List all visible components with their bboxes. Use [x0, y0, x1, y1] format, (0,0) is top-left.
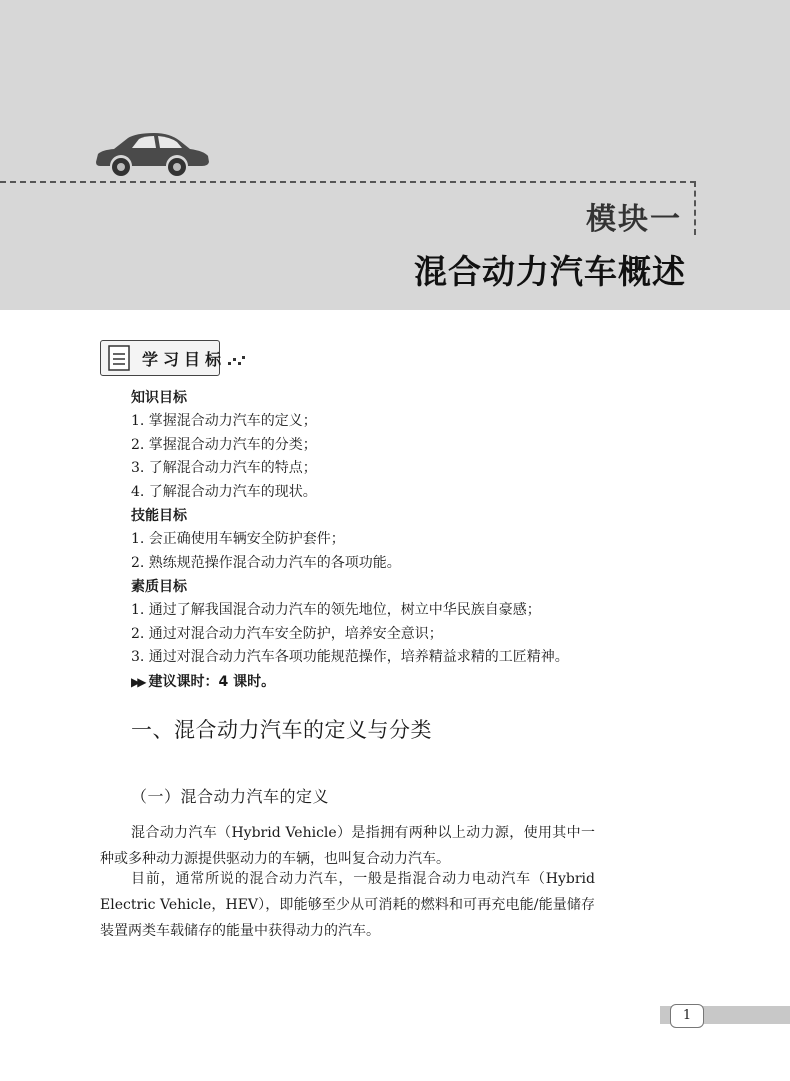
section-title: 一、混合动力汽车的定义与分类	[131, 718, 432, 742]
dashed-divider-end	[694, 181, 696, 235]
list-item: 4. 了解混合动力汽车的现状。	[131, 483, 317, 500]
list-item: 2. 掌握混合动力汽车的分类；	[131, 436, 317, 453]
module-label: 模块一	[586, 202, 682, 237]
quality-heading: 素质目标	[131, 579, 187, 595]
suggested-hours-text: 建议课时：4 课时。	[148, 673, 276, 690]
document-icon	[108, 345, 132, 371]
list-item: 1. 掌握混合动力汽车的定义；	[131, 413, 317, 429]
list-item: 2. 熟练规范操作混合动力汽车的各项功能。	[131, 554, 401, 571]
body-paragraph: 目前，通常所说的混合动力汽车，一般是指混合动力电动汽车（Hybrid Electric Vehicle，HEV），即能够至少从可消耗的燃料和可再充电能/能量储存装置两类车载储存的能量中获得动力的汽车。	[100, 871, 595, 939]
dashed-divider	[0, 181, 696, 183]
list-item: 3. 了解混合动力汽车的特点；	[131, 460, 317, 476]
list-item: 1. 通过了解我国混合动力汽车的领先地位，树立中华民族自豪感；	[131, 602, 541, 618]
chapter-title: 混合动力汽车概述	[414, 252, 686, 291]
learning-objectives-badge	[100, 340, 250, 380]
chapter-header-band	[0, 0, 790, 310]
car-icon	[92, 128, 212, 178]
page-number: 1	[670, 1004, 704, 1028]
list-item: 3. 通过对混合动力汽车各项功能规范操作，培养精益求精的工匠精神。	[131, 649, 569, 665]
suggested-hours	[131, 670, 601, 694]
list-item: 1. 会正确使用车辆安全防护套件；	[131, 531, 345, 547]
subsection-title: （一）混合动力汽车的定义	[131, 787, 330, 806]
double-arrow-icon: ▶▶	[131, 674, 144, 689]
knowledge-heading: 知识目标	[131, 390, 187, 406]
dots-ornament-icon	[228, 354, 246, 368]
objectives-content	[131, 386, 601, 694]
list-item: 2. 通过对混合动力汽车安全防护，培养安全意识；	[131, 625, 443, 642]
badge-label: 学习目标	[142, 350, 227, 369]
body-paragraph: 混合动力汽车（Hybrid Vehicle）是指拥有两种以上动力源，使用其中一种或多种动力源提供驱动力的车辆，也叫复合动力汽车。	[100, 825, 595, 867]
skill-heading: 技能目标	[131, 508, 187, 524]
